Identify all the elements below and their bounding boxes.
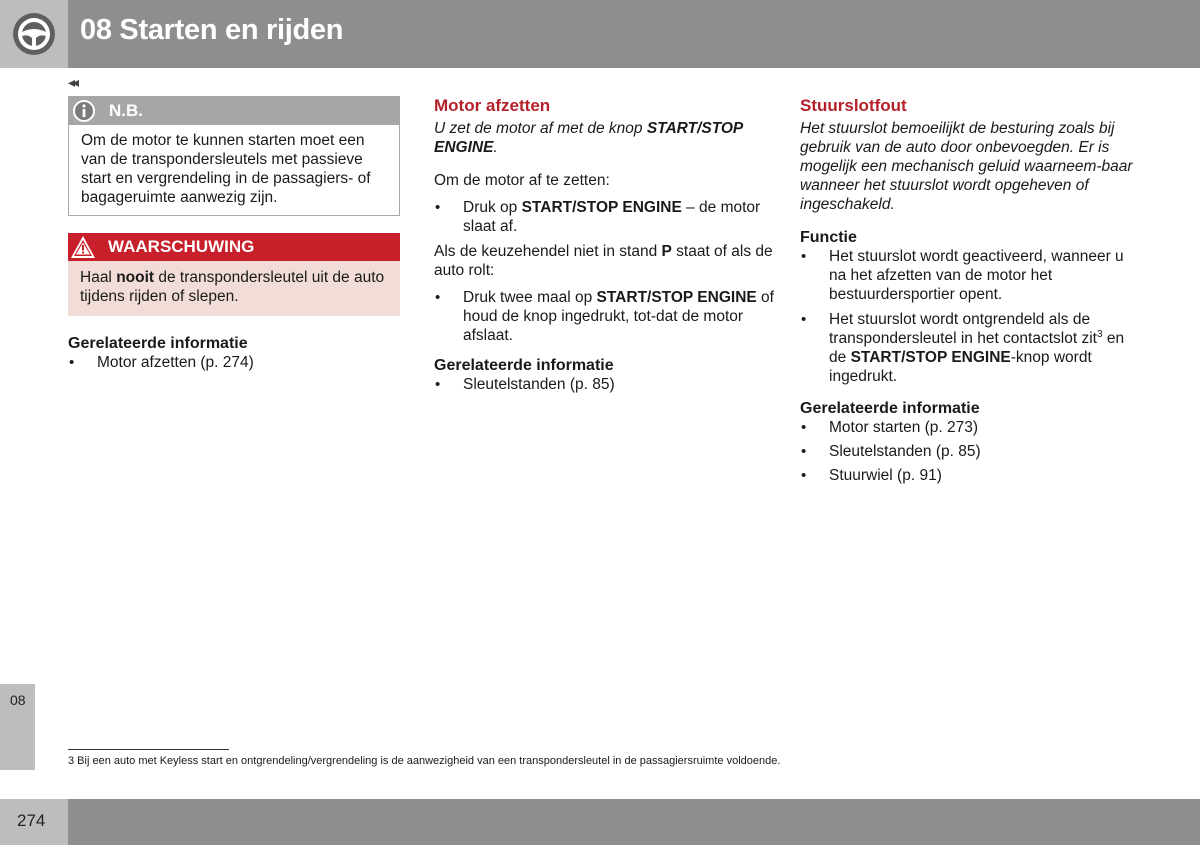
footnote-divider <box>68 749 229 750</box>
page-number: 274 <box>17 811 46 830</box>
chapter-tab-label: 08 <box>10 692 26 708</box>
chapter-title: 08 Starten en rijden <box>80 14 344 46</box>
footnote-ref[interactable]: 3 <box>1096 328 1103 340</box>
bullet-list <box>434 288 774 345</box>
paragraph: Om de motor af te zetten: <box>434 172 610 189</box>
warning-box <box>68 233 400 316</box>
back-navigation-icon[interactable]: ◂◂ <box>68 74 77 90</box>
note-title: N.B. <box>109 101 143 120</box>
chapter-tab <box>0 684 35 770</box>
steering-wheel-icon <box>0 0 68 68</box>
page-footer <box>0 799 1200 845</box>
function-list <box>800 247 1140 386</box>
section-heading-motor-afzetten: Motor afzetten <box>434 96 551 115</box>
column-3 <box>800 96 1140 485</box>
related-list <box>68 353 400 372</box>
chapter-icon-box <box>0 0 68 68</box>
paragraph: Als de keuzehendel niet in stand P staat of als de auto rolt: <box>434 243 773 279</box>
related-info-heading: Gerelateerde informatie <box>800 400 980 417</box>
list-item: • Druk twee maal op START/STOP ENGINE of houd de knop ingedrukt, tot-dat de motor afslaat. <box>434 288 774 345</box>
list-item: • Het stuurslot wordt geactiveerd, wanneer u na het afzetten van de motor het bestuurdersportier opent. <box>800 247 1140 304</box>
section-heading-stuurslotfout: Stuurslotfout <box>800 96 907 115</box>
warning-title: WAARSCHUWING <box>108 237 255 256</box>
page-number-box <box>0 799 68 845</box>
function-heading: Functie <box>800 229 857 246</box>
footnote: 3 Bij een auto met Keyless start en ontgrendeling/vergrendeling is de aanwezigheid van een transpondersleutel in de passagiersruimte voldoende. <box>68 755 781 767</box>
related-info-heading: Gerelateerde informatie <box>68 335 248 352</box>
related-link[interactable]: • Sleutelstanden (p. 85) <box>800 442 1140 461</box>
warning-triangle-icon <box>70 235 96 259</box>
section-intro: Het stuurslot bemoeilijkt de besturing zoals bij gebruik van de auto door onbevoegden. Er is mogelijk een mechanisch geluid waarneem-baar wanneer het stuurslot wordt opgeheven of ingeschakeld. <box>800 120 1133 213</box>
related-link[interactable]: • Motor afzetten (p. 274) <box>68 353 400 372</box>
related-link[interactable]: • Motor starten (p. 273) <box>800 418 1140 437</box>
related-link[interactable]: • Stuurwiel (p. 91) <box>800 466 1140 485</box>
related-link[interactable]: • Sleutelstanden (p. 85) <box>434 375 774 394</box>
bullet-list <box>434 198 774 236</box>
warning-text: Haal nooit de transpondersleutel uit de auto tijdens rijden of slepen. <box>80 269 385 305</box>
column-1 <box>68 96 400 372</box>
info-icon <box>72 99 96 123</box>
list-item: • Druk op START/STOP ENGINE – de motor slaat af. <box>434 198 774 236</box>
note-text: Om de motor te kunnen starten moet een van de transpondersleutels met passieve start en vergrendeling in de passagiers- of bagageruimte aanwezig zijn. <box>81 132 371 206</box>
related-info-heading: Gerelateerde informatie <box>434 357 614 374</box>
column-2 <box>434 96 774 394</box>
section-intro: U zet de motor af met de knop START/STOP ENGINE. <box>434 120 743 156</box>
list-item: • Het stuurslot wordt ontgrendeld als de transpondersleutel in het contactslot zit$^3$ en de START/STOP ENGINE-knop wordt ingedrukt. <box>800 310 1140 386</box>
related-list <box>800 418 1140 485</box>
note-box <box>68 96 400 216</box>
note-header <box>69 97 399 125</box>
warning-header <box>68 233 400 261</box>
chapter-header <box>0 0 1200 68</box>
related-list <box>434 375 774 394</box>
